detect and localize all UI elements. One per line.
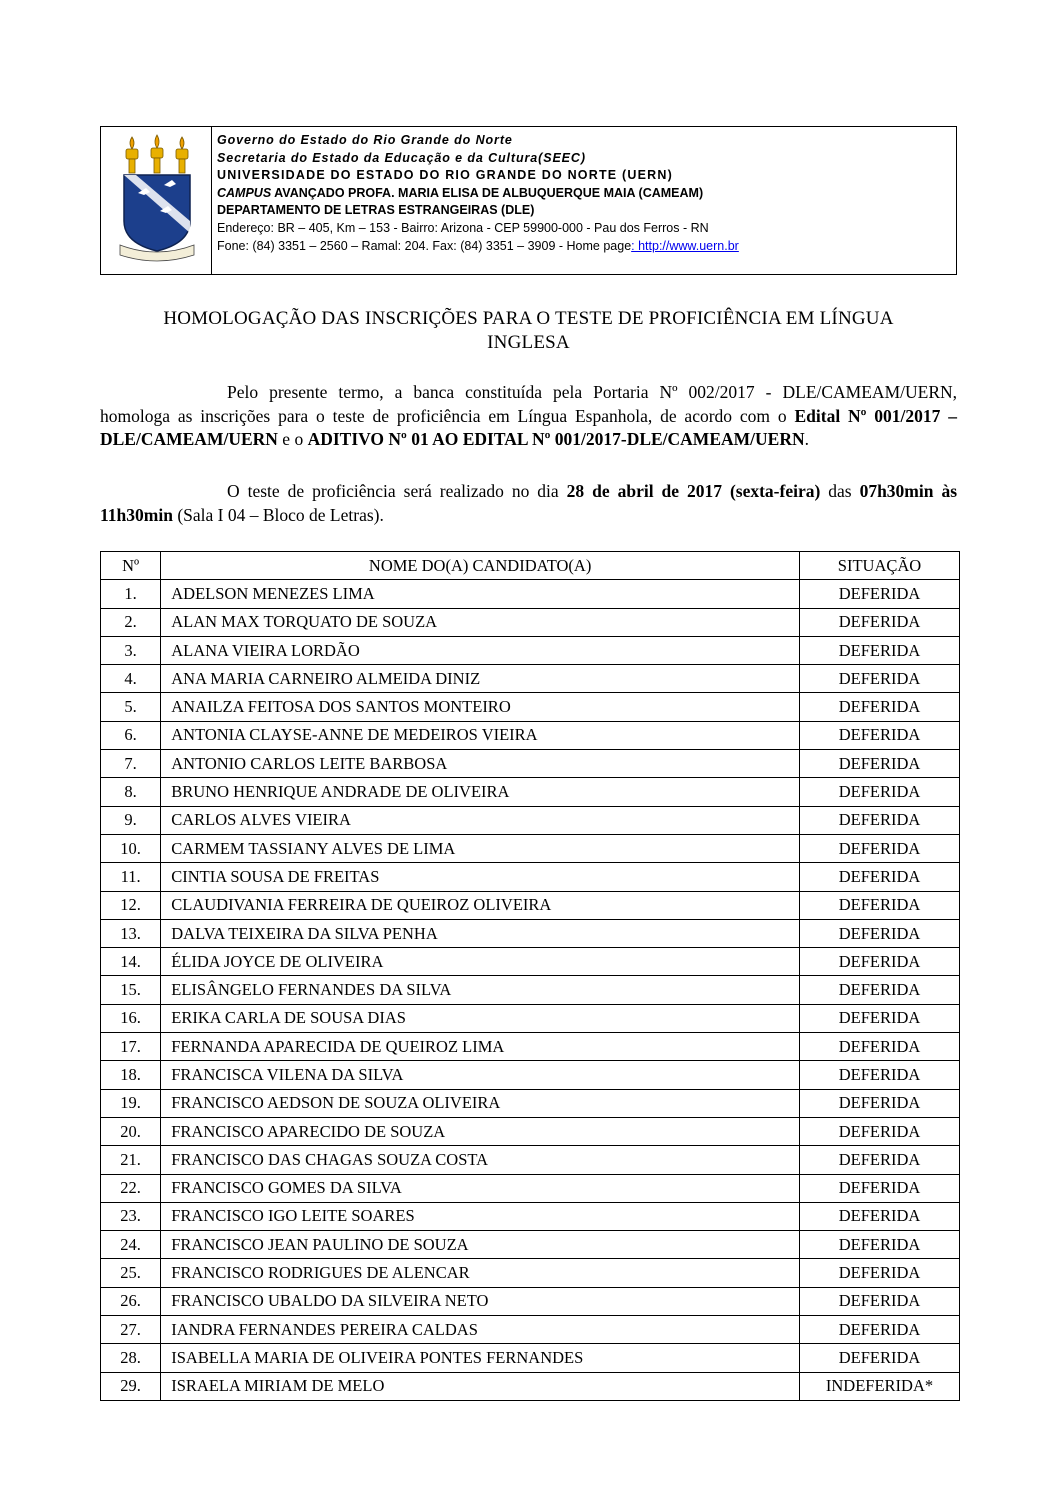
table-row <box>101 834 960 862</box>
candidate-status: DEFERIDA <box>800 948 960 976</box>
para1-text-c: e o <box>277 429 308 449</box>
candidate-name: FRANCISCO RODRIGUES DE ALENCAR <box>161 1259 800 1287</box>
candidates-table <box>100 551 960 1401</box>
table-row <box>101 1287 960 1315</box>
candidate-name: CARLOS ALVES VIEIRA <box>161 806 800 834</box>
candidate-status: DEFERIDA <box>800 750 960 778</box>
para2-text-a: O teste de proficiência será realizado no dia <box>227 481 567 501</box>
table-row <box>101 608 960 636</box>
letterhead-campus <box>217 185 953 203</box>
row-number: 7. <box>101 750 161 778</box>
candidate-name: ANTONIO CARLOS LEITE BARBOSA <box>161 750 800 778</box>
row-number: 28. <box>101 1344 161 1372</box>
header-name: NOME DO(A) CANDIDATO(A) <box>161 552 800 580</box>
letterhead-text <box>217 132 953 255</box>
candidate-status: DEFERIDA <box>800 1259 960 1287</box>
candidate-name: IANDRA FERNANDES PEREIRA CALDAS <box>161 1316 800 1344</box>
table-row <box>101 1033 960 1061</box>
letterhead-campus-rest: AVANÇADO PROFA. MARIA ELISA DE ALBUQUERQUE MAIA (CAMEAM) <box>271 185 704 200</box>
letterhead-government: Governo do Estado do Rio Grande do Norte <box>217 133 513 147</box>
candidate-name: FRANCISCO UBALDO DA SILVEIRA NETO <box>161 1287 800 1315</box>
candidate-status: DEFERIDA <box>800 1061 960 1089</box>
candidate-status: DEFERIDA <box>800 1004 960 1032</box>
table-row <box>101 1146 960 1174</box>
row-number: 5. <box>101 693 161 721</box>
candidate-status: DEFERIDA <box>800 778 960 806</box>
candidate-name: FERNANDA APARECIDA DE QUEIROZ LIMA <box>161 1033 800 1061</box>
candidate-status: DEFERIDA <box>800 1146 960 1174</box>
table-row <box>101 1231 960 1259</box>
candidate-name: ISRAELA MIRIAM DE MELO <box>161 1372 800 1400</box>
candidate-status: DEFERIDA <box>800 806 960 834</box>
letterhead-address: Endereço: BR – 405, Km – 153 - Bairro: Arizona - CEP 59900-000 - Pau dos Ferros - RN <box>217 220 709 235</box>
table-row <box>101 919 960 947</box>
row-number: 26. <box>101 1287 161 1315</box>
row-number: 1. <box>101 580 161 608</box>
homepage-link[interactable]: : http://www.uern.br <box>631 238 739 253</box>
para2-date: 28 de abril de 2017 (sexta-feira) <box>566 481 821 501</box>
letterhead-logo-cell <box>101 127 212 274</box>
table-row <box>101 1259 960 1287</box>
candidate-status: DEFERIDA <box>800 1202 960 1230</box>
candidate-name: ALANA VIEIRA LORDÃO <box>161 636 800 664</box>
row-number: 27. <box>101 1316 161 1344</box>
table-header-row <box>101 552 960 580</box>
row-number: 29. <box>101 1372 161 1400</box>
para1-edital: Edital Nº 001/2017 – DLE/CAMEAM/UERN <box>100 405 957 449</box>
row-number: 12. <box>101 891 161 919</box>
homologation-paragraph <box>100 381 957 452</box>
candidate-name: CINTIA SOUSA DE FREITAS <box>161 863 800 891</box>
table-row <box>101 948 960 976</box>
table-row <box>101 1316 960 1344</box>
candidate-name: ERIKA CARLA DE SOUSA DIAS <box>161 1004 800 1032</box>
candidate-status: DEFERIDA <box>800 636 960 664</box>
candidate-name: FRANCISCA VILENA DA SILVA <box>161 1061 800 1089</box>
candidate-name: ALAN MAX TORQUATO DE SOUZA <box>161 608 800 636</box>
table-row <box>101 976 960 1004</box>
row-number: 10. <box>101 834 161 862</box>
table-row <box>101 750 960 778</box>
candidate-name: FRANCISCO DAS CHAGAS SOUZA COSTA <box>161 1146 800 1174</box>
candidate-status: DEFERIDA <box>800 834 960 862</box>
table-row <box>101 1372 960 1400</box>
row-number: 16. <box>101 1004 161 1032</box>
row-number: 14. <box>101 948 161 976</box>
candidate-name: ANA MARIA CARNEIRO ALMEIDA DINIZ <box>161 665 800 693</box>
row-number: 19. <box>101 1089 161 1117</box>
row-number: 3. <box>101 636 161 664</box>
para1-aditivo: ADITIVO Nº 01 AO EDITAL Nº 001/2017-DLE/CAMEAM/UERN <box>307 429 805 449</box>
candidate-status: DEFERIDA <box>800 1174 960 1202</box>
candidate-status: DEFERIDA <box>800 608 960 636</box>
candidate-name: ADELSON MENEZES LIMA <box>161 580 800 608</box>
candidate-status: DEFERIDA <box>800 1287 960 1315</box>
table-row <box>101 891 960 919</box>
header-status: SITUAÇÃO <box>800 552 960 580</box>
table-row <box>101 1117 960 1145</box>
row-number: 15. <box>101 976 161 1004</box>
document-title-line-1: HOMOLOGAÇÃO DAS INSCRIÇÕES PARA O TESTE DE PROFICIÊNCIA EM LÍNGUA <box>163 308 894 329</box>
candidate-status: DEFERIDA <box>800 1231 960 1259</box>
para2-time: 07h30min às 11h30min <box>100 481 958 525</box>
row-number: 13. <box>101 919 161 947</box>
table-row <box>101 1174 960 1202</box>
row-number: 20. <box>101 1117 161 1145</box>
table-row <box>101 721 960 749</box>
candidate-name: CLAUDIVANIA FERREIRA DE QUEIROZ OLIVEIRA <box>161 891 800 919</box>
row-number: 2. <box>101 608 161 636</box>
candidate-status: DEFERIDA <box>800 1089 960 1117</box>
table-row <box>101 1061 960 1089</box>
row-number: 17. <box>101 1033 161 1061</box>
candidate-status: DEFERIDA <box>800 580 960 608</box>
row-number: 11. <box>101 863 161 891</box>
letterhead-secretariat: Secretaria do Estado da Educação e da Cultura(SEEC) <box>217 150 586 165</box>
candidate-name: FRANCISCO JEAN PAULINO DE SOUZA <box>161 1231 800 1259</box>
candidate-status: INDEFERIDA* <box>800 1372 960 1400</box>
table-row <box>101 636 960 664</box>
letterhead-campus-word: CAMPUS <box>217 185 272 200</box>
table-row <box>101 806 960 834</box>
candidate-status: DEFERIDA <box>800 1117 960 1145</box>
candidate-status: DEFERIDA <box>800 1344 960 1372</box>
candidate-name: FRANCISCO GOMES DA SILVA <box>161 1174 800 1202</box>
uern-crest-icon <box>118 133 196 265</box>
document-title <box>100 307 957 355</box>
candidate-name: BRUNO HENRIQUE ANDRADE DE OLIVEIRA <box>161 778 800 806</box>
candidate-name: CARMEM TASSIANY ALVES DE LIMA <box>161 834 800 862</box>
candidate-status: DEFERIDA <box>800 693 960 721</box>
row-number: 25. <box>101 1259 161 1287</box>
candidate-name: FRANCISCO IGO LEITE SOARES <box>161 1202 800 1230</box>
row-number: 24. <box>101 1231 161 1259</box>
header-number: Nº <box>101 552 161 580</box>
candidate-name: ANTONIA CLAYSE-ANNE DE MEDEIROS VIEIRA <box>161 721 800 749</box>
para1-text-e: . <box>804 429 809 449</box>
candidate-status: DEFERIDA <box>800 1316 960 1344</box>
row-number: 21. <box>101 1146 161 1174</box>
candidate-status: DEFERIDA <box>800 721 960 749</box>
candidate-status: DEFERIDA <box>800 1033 960 1061</box>
row-number: 6. <box>101 721 161 749</box>
table-row <box>101 580 960 608</box>
row-number: 8. <box>101 778 161 806</box>
letterhead-university: UNIVERSIDADE DO ESTADO DO RIO GRANDE DO NORTE (UERN) <box>217 168 673 183</box>
table-row <box>101 1004 960 1032</box>
letterhead <box>100 126 957 275</box>
row-number: 23. <box>101 1202 161 1230</box>
letterhead-phone: Fone: (84) 3351 – 2560 – Ramal: 204. Fax: (84) 3351 – 3909 - Home page <box>217 238 632 253</box>
candidate-status: DEFERIDA <box>800 976 960 1004</box>
row-number: 18. <box>101 1061 161 1089</box>
row-number: 22. <box>101 1174 161 1202</box>
para2-text-e: (Sala I 04 – Bloco de Letras). <box>172 504 384 525</box>
table-row <box>101 1202 960 1230</box>
table-row <box>101 693 960 721</box>
row-number: 9. <box>101 806 161 834</box>
candidate-name: ÉLIDA JOYCE DE OLIVEIRA <box>161 948 800 976</box>
candidate-name: ISABELLA MARIA DE OLIVEIRA PONTES FERNANDES <box>161 1344 800 1372</box>
table-row <box>101 863 960 891</box>
row-number: 4. <box>101 665 161 693</box>
document-title-line-2: INGLESA <box>487 332 570 353</box>
candidate-name: FRANCISCO APARECIDO DE SOUZA <box>161 1117 800 1145</box>
candidate-name: DALVA TEIXEIRA DA SILVA PENHA <box>161 919 800 947</box>
candidate-name: ELISÂNGELO FERNANDES DA SILVA <box>161 976 800 1004</box>
candidate-status: DEFERIDA <box>800 665 960 693</box>
candidate-status: DEFERIDA <box>800 891 960 919</box>
table-row <box>101 1344 960 1372</box>
table-row <box>101 665 960 693</box>
candidate-status: DEFERIDA <box>800 863 960 891</box>
candidate-status: DEFERIDA <box>800 919 960 947</box>
table-row <box>101 778 960 806</box>
table-row <box>101 1089 960 1117</box>
para2-text-c: das <box>820 481 860 501</box>
candidate-name: FRANCISCO AEDSON DE SOUZA OLIVEIRA <box>161 1089 800 1117</box>
letterhead-contact <box>217 238 953 256</box>
para1-text-a: Pelo presente termo, a banca constituída pela Portaria Nº 002/2017 - DLE/CAMEAM/UERN, homologa as inscrições para o teste de proficiência em Língua Espanhola, de acordo com o <box>100 382 957 426</box>
candidate-name: ANAILZA FEITOSA DOS SANTOS MONTEIRO <box>161 693 800 721</box>
exam-date-paragraph <box>100 480 957 527</box>
letterhead-department: DEPARTAMENTO DE LETRAS ESTRANGEIRAS (DLE) <box>217 203 535 218</box>
